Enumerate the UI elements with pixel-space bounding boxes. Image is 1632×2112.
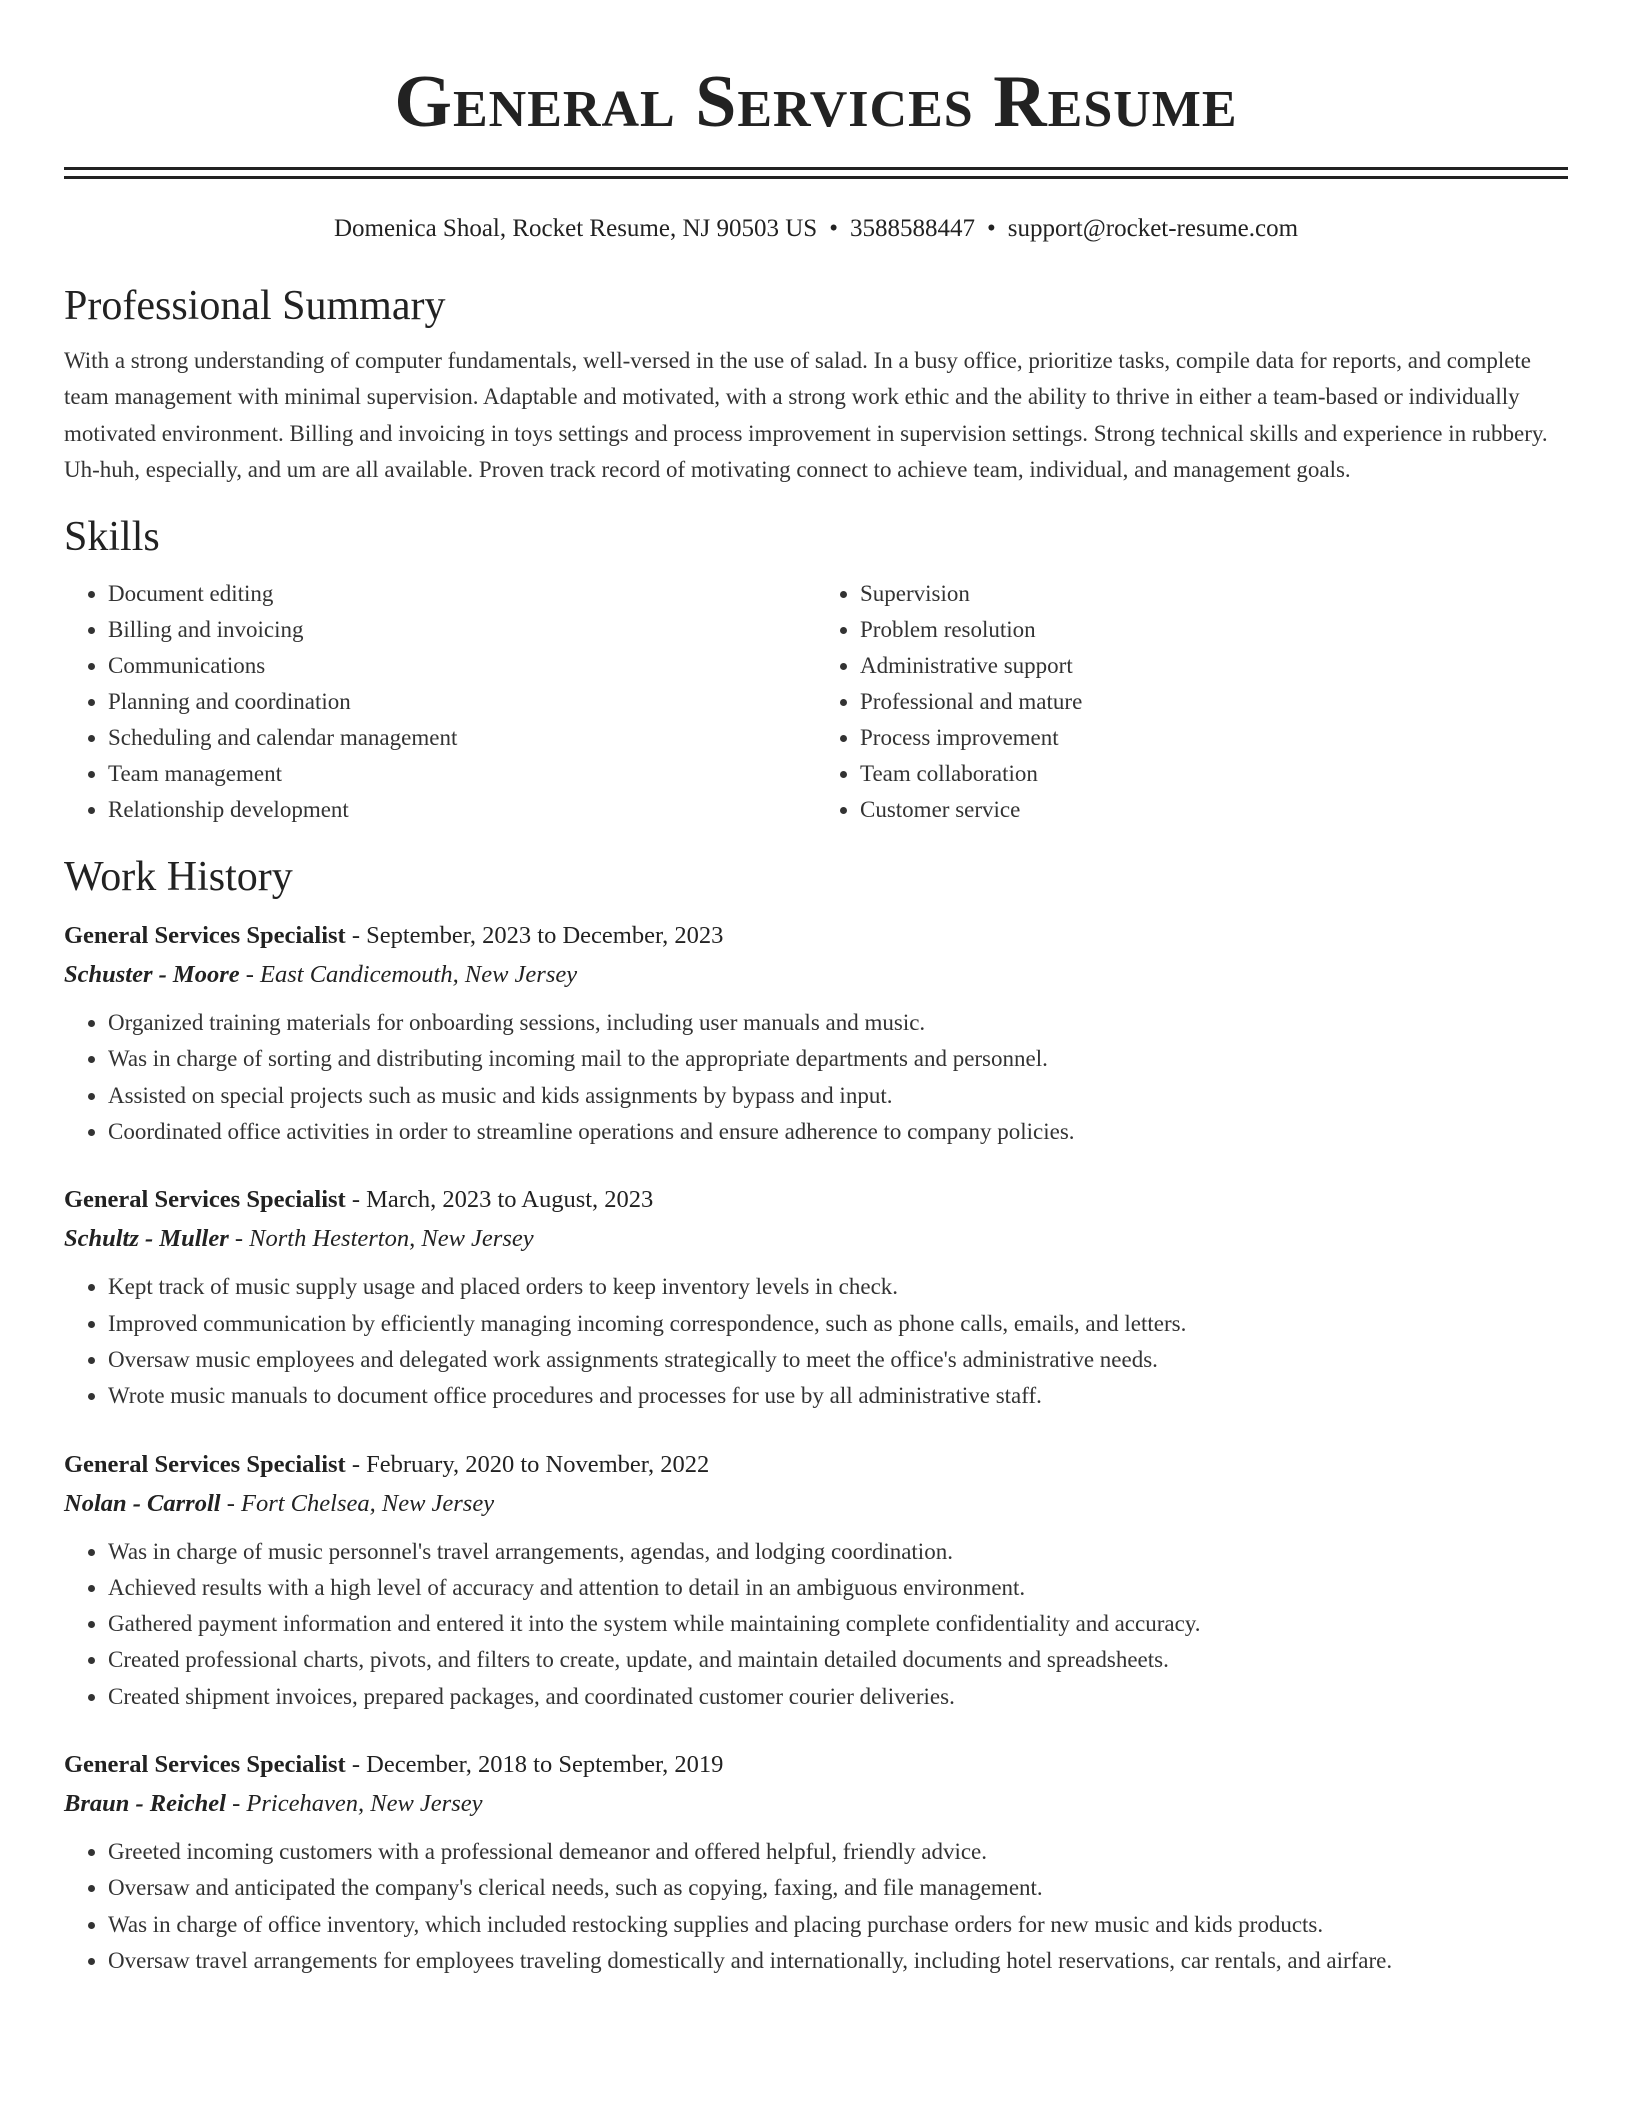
job-bullet: • Gathered payment information and entered it into the system while maintaining complete confidentiality and accuracy. xyxy=(108,1606,1568,1642)
job-bullet-list xyxy=(64,1534,1568,1715)
document-title: General Services Resume xyxy=(394,61,1238,143)
job-bullet: • Created professional charts, pivots, and filters to create, update, and maintain detailed documents and spreadsheets. xyxy=(108,1642,1568,1678)
job-title: General Services Specialist xyxy=(64,922,346,950)
job-bullet: • Improved communication by efficiently managing incoming correspondence, such as phone calls, emails, and letters. xyxy=(108,1306,1568,1342)
job-dates: February, 2020 to November, 2022 xyxy=(366,1450,710,1478)
job-title: General Services Specialist xyxy=(64,1450,346,1478)
job-bullet-list xyxy=(64,1834,1568,1979)
skill-item: • Communications xyxy=(108,648,816,684)
job-employer: Schultz - Muller - North Hesterton, New Jersey xyxy=(64,1225,534,1253)
job-bullet: • Oversaw travel arrangements for employees traveling domestically and internationally, including hotel reservations, car rentals, and airfare. xyxy=(108,1943,1568,1979)
skill-item: • Professional and mature xyxy=(860,684,1568,720)
skill-item: • Problem resolution xyxy=(860,612,1568,648)
job-bullet: • Created shipment invoices, prepared packages, and coordinated customer courier deliveries. xyxy=(108,1679,1568,1715)
job-location: North Hesterton, New Jersey xyxy=(249,1225,534,1253)
skill-item: • Planning and coordination xyxy=(108,684,816,720)
job-employer: Braun - Reichel - Pricehaven, New Jersey xyxy=(64,1790,483,1818)
skill-item: • Administrative support xyxy=(860,648,1568,684)
skill-item: • Team management xyxy=(108,756,816,792)
job-location: Fort Chelsea, New Jersey xyxy=(240,1489,495,1517)
job-title: General Services Specialist xyxy=(64,1186,346,1214)
job-bullet: • Coordinated office activities in order to streamline operations and ensure adherence to company policies. xyxy=(108,1114,1568,1150)
contact-phone: 3588588447 xyxy=(849,215,975,242)
job-company: Schultz - Muller xyxy=(64,1225,229,1253)
job-dates: September, 2023 to December, 2023 xyxy=(366,922,724,950)
contact-separator: • xyxy=(986,215,996,242)
skill-item: • Scheduling and calendar management xyxy=(108,720,816,756)
job-company: Schuster - Moore xyxy=(64,961,240,989)
job-bullet: • Greeted incoming customers with a professional demeanor and offered helpful, friendly advice. xyxy=(108,1834,1568,1870)
job-entry xyxy=(64,916,1568,1150)
skill-item: • Team collaboration xyxy=(860,756,1568,792)
job-bullet: • Oversaw music employees and delegated work assignments strategically to meet the office's administrative needs. xyxy=(108,1342,1568,1378)
title-divider xyxy=(64,167,1568,170)
job-bullet: • Kept track of music supply usage and placed orders to keep inventory levels in check. xyxy=(108,1269,1568,1305)
job-bullet: • Was in charge of sorting and distributing incoming mail to the appropriate departments and personnel. xyxy=(108,1041,1568,1077)
job-bullet-list xyxy=(64,1005,1568,1150)
job-company: Nolan - Carroll xyxy=(64,1489,221,1517)
job-entry xyxy=(64,1180,1568,1414)
job-bullet: • Organized training materials for onboarding sessions, including user manuals and music. xyxy=(108,1005,1568,1041)
job-employer: Nolan - Carroll - Fort Chelsea, New Jersey xyxy=(64,1489,495,1517)
job-employer: Schuster - Moore - East Candicemouth, New Jersey xyxy=(64,961,578,989)
skills-list-left xyxy=(64,576,816,828)
skill-item: • Document editing xyxy=(108,576,816,612)
job-header: General Services Specialist - February, 2020 to November, 2022 xyxy=(64,1450,710,1478)
job-dates: December, 2018 to September, 2019 xyxy=(366,1751,724,1779)
work-history-section xyxy=(64,852,1568,1979)
skill-item: • Supervision xyxy=(860,576,1568,612)
job-bullet-list xyxy=(64,1269,1568,1414)
job-dates: March, 2023 to August, 2023 xyxy=(366,1186,654,1214)
skill-item: • Billing and invoicing xyxy=(108,612,816,648)
job-bullet: • Achieved results with a high level of accuracy and attention to detail in an ambiguous environment. xyxy=(108,1570,1568,1606)
job-bullet: • Was in charge of music personnel's travel arrangements, agendas, and lodging coordination. xyxy=(108,1534,1568,1570)
skill-item: • Relationship development xyxy=(108,792,816,828)
section-heading: Professional Summary xyxy=(64,283,446,329)
job-bullet: • Oversaw and anticipated the company's clerical needs, such as copying, faxing, and file management. xyxy=(108,1870,1568,1906)
summary-section xyxy=(64,281,1568,488)
job-location: Pricehaven, New Jersey xyxy=(246,1790,483,1818)
section-heading: Work History xyxy=(64,854,293,901)
job-bullet: • Wrote music manuals to document office procedures and processes for use by all administrative staff. xyxy=(108,1378,1568,1414)
skills-grid xyxy=(64,576,1568,828)
skill-item: • Customer service xyxy=(860,792,1568,828)
job-header: General Services Specialist - March, 2023 to August, 2023 xyxy=(64,1186,654,1214)
job-company: Braun - Reichel xyxy=(64,1790,226,1818)
skill-item: • Process improvement xyxy=(860,720,1568,756)
job-title: General Services Specialist xyxy=(64,1751,346,1779)
job-bullet: • Assisted on special projects such as music and kids assignments by bypass and input. xyxy=(108,1078,1568,1114)
title-divider xyxy=(64,176,1568,179)
job-bullet: • Was in charge of office inventory, which included restocking supplies and placing purchase orders for new music and kids products. xyxy=(108,1907,1568,1943)
job-entry xyxy=(64,1745,1568,1979)
section-heading: Skills xyxy=(64,514,160,561)
job-location: East Candicemouth, New Jersey xyxy=(260,961,578,989)
contact-separator: • xyxy=(829,215,838,242)
job-entry xyxy=(64,1445,1568,1715)
summary-text: With a strong understanding of computer fundamentals, well-versed in the use of salad. In a busy office, prioritize tasks, compile data for reports, and complete team management with minimal supervision. Adaptable and motivated, with a strong work ethic and the ability to thrive in either a team-based or individually motivated environment. Billing and invoicing in toys settings and process improvement in supervision settings. Strong technical skills and experience in rubbery. Uh-huh, especially, and um are all available. Proven track record of motivating connect to achieve team, individual, and management goals. xyxy=(64,348,1548,482)
job-header: General Services Specialist - December, 2018 to September, 2019 xyxy=(64,1751,724,1779)
skills-section xyxy=(64,512,1568,828)
resume-page xyxy=(64,0,1568,1979)
job-header: General Services Specialist - September, 2023 to December, 2023 xyxy=(64,922,724,950)
contact-email: support@rocket-resume.com xyxy=(1007,215,1299,242)
contact-line xyxy=(64,209,1568,249)
contact-address: Domenica Shoal, Rocket Resume, NJ 90503 US xyxy=(333,215,818,242)
skills-list-right xyxy=(816,576,1568,828)
